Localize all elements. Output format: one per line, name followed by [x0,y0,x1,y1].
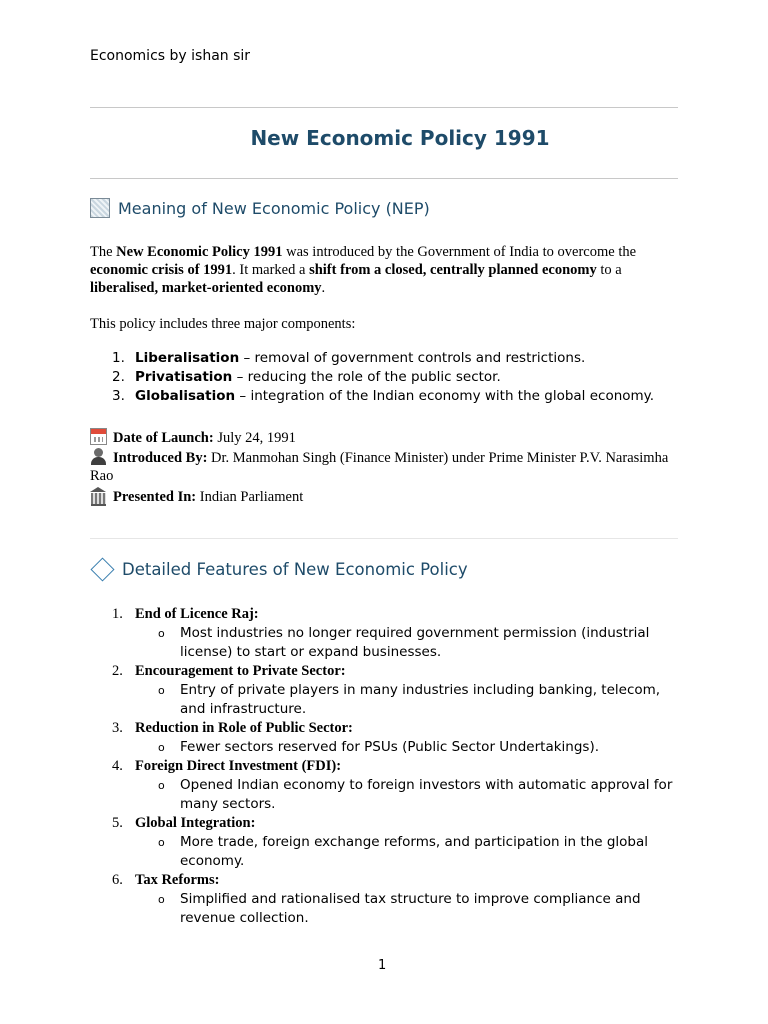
feature-item [90,605,690,662]
list-number: 4. [112,758,123,774]
list-number: 1. [112,350,125,366]
feature-title-text: Tax Reforms: [135,872,220,888]
bullet-icon: o [158,684,165,697]
feature-detail-text: Opened Indian economy to foreign investors with automatic approval for many sectors. [180,777,673,812]
list-number: 2. [112,369,125,385]
feature-item [90,719,690,757]
introduced-by-row [90,448,670,485]
feature-item [90,814,690,871]
feature-title-text: Global Integration: [135,815,256,831]
component-term: Privatisation [135,369,233,385]
list-number: 1. [112,606,123,622]
list-number: 5. [112,815,123,831]
page-header: Economics by ishan sir [90,48,251,64]
list-number: 3. [112,720,123,736]
list-number: 2. [112,663,123,679]
component-desc: – reducing the role of the public sector. [232,369,501,385]
component-term: Liberalisation [135,350,240,366]
launch-date-row [90,428,670,447]
features-list [90,605,690,928]
bold-text: liberalised, market-oriented economy [90,280,322,296]
text: The [90,244,117,260]
calendar-icon [90,428,107,445]
feature-detail-text: More trade, foreign exchange reforms, and participation in the global economy. [180,834,649,869]
bullet-icon: o [158,893,165,906]
feature-title [90,757,690,776]
checkered-square-icon [90,198,110,218]
meta-label: Introduced By: [113,450,208,466]
divider [90,107,678,108]
meta-value: July 24, 1991 [213,430,296,446]
list-item [90,349,680,368]
bullet-icon: o [158,741,165,754]
feature-title [90,605,690,624]
components-intro: This policy includes three major components: [90,316,356,332]
list-number: 6. [112,872,123,888]
person-icon [90,448,107,465]
feature-detail [90,890,680,928]
diamond-icon [90,557,114,581]
text: was introduced by the Government of India to overcome the [282,244,637,260]
bold-text: New Economic Policy 1991 [116,244,283,260]
feature-detail [90,624,680,662]
text: . [321,280,326,296]
section-heading-meaning [90,198,430,218]
feature-detail [90,681,680,719]
text: to a [596,262,622,278]
feature-detail [90,738,680,757]
page-title: New Economic Policy 1991 [250,126,550,150]
bullet-icon: o [158,627,165,640]
feature-item [90,757,690,814]
section-heading-text: Detailed Features of New Economic Policy [122,560,468,579]
bullet-icon: o [158,836,165,849]
bullet-icon: o [158,779,165,792]
meaning-paragraph [90,243,680,297]
feature-item [90,662,690,719]
feature-title-text: Encouragement to Private Sector: [135,663,346,679]
feature-title-text: Reduction in Role of Public Sector: [135,720,353,736]
feature-title-text: End of Licence Raj: [135,606,259,622]
meta-value: Indian Parliament [196,489,304,505]
divider [90,538,678,539]
section-heading-features [90,560,468,579]
list-item [90,387,680,406]
feature-detail-text: Most industries no longer required government permission (industrial license) to start or expand businesses. [180,625,650,660]
bank-icon [90,487,107,504]
meta-label: Presented In: [113,489,197,505]
list-number: 3. [112,388,125,404]
section-heading-text: Meaning of New Economic Policy (NEP) [118,198,430,218]
feature-item [90,871,690,928]
feature-title [90,871,690,890]
component-desc: – removal of government controls and restrictions. [239,350,586,366]
components-list [90,349,680,406]
component-desc: – integration of the Indian economy with the global economy. [235,388,655,404]
component-term: Globalisation [135,388,236,404]
presented-in-row [90,487,670,506]
feature-title [90,662,690,681]
text: . It marked a [232,262,310,278]
feature-detail [90,776,680,814]
feature-detail [90,833,680,871]
page-number: 1 [378,958,387,973]
feature-title [90,814,690,833]
feature-detail-text: Fewer sectors reserved for PSUs (Public Sector Undertakings). [180,739,600,755]
feature-detail-text: Entry of private players in many industries including banking, telecom, and infrastructure. [180,682,661,717]
divider [90,178,678,179]
bold-text: economic crisis of 1991 [90,262,233,278]
bold-text: shift from a closed, centrally planned economy [309,262,597,278]
feature-title-text: Foreign Direct Investment (FDI): [135,758,342,774]
meta-value: Dr. Manmohan Singh (Finance Minister) under Prime Minister P.V. Narasimha Rao [90,450,669,484]
meta-label: Date of Launch: [113,430,214,446]
list-item [90,368,680,387]
feature-detail-text: Simplified and rationalised tax structure to improve compliance and revenue collection. [180,891,641,926]
feature-title [90,719,690,738]
